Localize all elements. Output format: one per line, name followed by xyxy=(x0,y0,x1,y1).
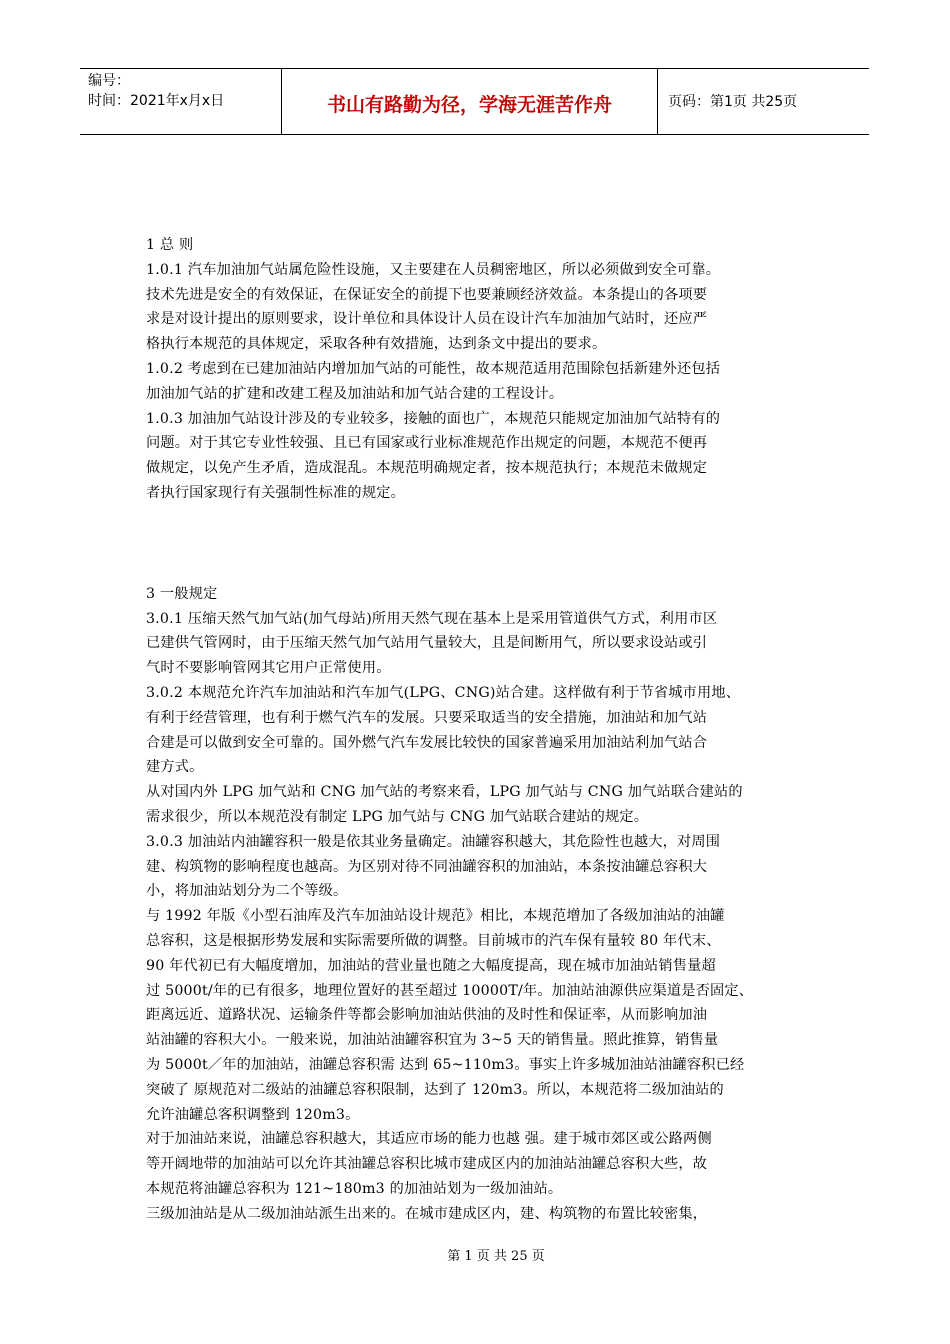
paragraph-line: 总容积，这是根据形势发展和实际需要所做的调整。目前城市的汽车保有量较 80 年代末、 xyxy=(146,932,721,949)
document-body xyxy=(146,233,814,1226)
paragraph-line: 需求很少，所以本规范没有制定 LPG 加气站与 CNG 加气站联合建站的规定。 xyxy=(146,808,649,825)
paragraph-line: 3.0.1 压缩天然气加气站(加气母站)所用天然气现在基本上是采用管道供气方式，利用市区 xyxy=(146,610,718,627)
section-3-title: 3 一般规定 xyxy=(146,585,218,602)
section-1-title: 1 总 则 xyxy=(146,237,194,253)
page-header xyxy=(80,68,869,135)
paragraph-line: 三级加油站是从二级加油站派生出来的。在城市建成区内，建、构筑物的布置比较密集， xyxy=(146,1205,708,1222)
paragraph-line: 对于加油站来说，油罐总容积越大，其适应市场的能力也越 强。建于城市郊区或公路两侧 xyxy=(146,1131,712,1148)
header-motto: 书山有路勤为径，学海无涯苦作舟 xyxy=(282,69,658,134)
paragraph-line: 建方式。 xyxy=(146,759,204,776)
header-meta xyxy=(80,69,282,134)
number-label: 编号： xyxy=(88,73,130,89)
paragraph-line: 技术先进是安全的有效保证，在保证安全的前提下也要兼顾经济效益。本条提山的各项要 xyxy=(146,286,708,303)
paragraph-line: 为 5000t／年的加油站，油罐总容积需 达到 65~110m3。事实上许多城加油站油罐容积已经 xyxy=(146,1056,745,1073)
paragraph-line: 本规范将油罐总容积为 121~180m3 的加油站划为一级加油站。 xyxy=(146,1180,563,1197)
paragraph-line: 过 5000t/年的已有很多，地理位置好的甚至超过 10000T/年。加油站油源供应渠道是否固定、 xyxy=(146,982,754,999)
paragraph-line: 3.0.3 加油站内油罐容积一般是依其业务量确定。油罐容积越大，其危险性也越大，对周围 xyxy=(146,833,721,850)
paragraph-line: 允许油罐总客积调整到 120m3。 xyxy=(146,1106,360,1123)
paragraph-line: 90 年代初已有大幅度增加，加油站的营业量也随之大幅度提高，现在城市加油站销售量超 xyxy=(146,957,716,974)
paragraph-line: 格执行本规范的具体规定，采取各种有效措施，达到条文中提出的要求。 xyxy=(146,336,607,353)
paragraph-line: 做规定，以免产生矛盾，造成混乱。本规范明确规定者，按本规范执行；本规范未做规定 xyxy=(146,460,708,477)
paragraph-line: 已建供气管网时，由于压缩天然气加气站用气量较大，且是间断用气，所以要求设站或引 xyxy=(146,635,708,652)
page-footer: 第 1 页 共 25 页 xyxy=(447,1249,545,1264)
paragraph-line: 1.0.2 考虑到在已建加油站内增加加气站的可能性，故本规范适用范围除包括新建外还包括 xyxy=(146,360,721,377)
paragraph-line: 者执行国家现行有关强制性标准的规定。 xyxy=(146,484,405,501)
paragraph-line: 与 1992 年版《小型石油库及汽车加油站设计规范》相比，本规范增加了各级加油站的油罐 xyxy=(146,908,725,925)
paragraph-line: 站油罐的容积大小。一般来说，加油站油罐容积宜为 3~5 天的销售量。照此推算，销售量 xyxy=(146,1032,719,1049)
paragraph-line: 等开阔地带的加油站可以允许其油罐总容积比城市建成区内的加油站油罐总容积大些，故 xyxy=(146,1156,708,1173)
paragraph-line: 1.0.3 加油加气站设计涉及的专业较多，接触的面也广，本规范只能规定加油加气站特有的 xyxy=(146,410,721,427)
paragraph-line: 问题。对于其它专业性较强、且已有国家或行业标准规范作出规定的问题，本规范不便再 xyxy=(146,435,708,452)
paragraph-line: 气时不要影响管网其它用户正常使用。 xyxy=(146,660,391,677)
paragraph-line: 距离远近、道路状况、运输条件等都会影响加油站供油的及时性和保证率，从而影响加油 xyxy=(146,1007,708,1024)
section-spacer xyxy=(146,506,814,582)
paragraph-line: 合建是可以做到安全可靠的。国外燃气汽车发展比较快的国家普遍采用加油站利加气站合 xyxy=(146,734,708,751)
header-page-info: 页码：第1页 共25页 xyxy=(668,93,798,110)
paragraph-line: 建、构筑物的影响程度也越高。为区别对待不同油罐容积的加油站，本条按油罐总容积大 xyxy=(146,858,708,875)
paragraph-line: 从对国内外 LPG 加气站和 CNG 加气站的考察来看，LPG 加气站与 CNG 加气站联合建站的 xyxy=(146,784,743,801)
time-label: 时间：2021年x月x日 xyxy=(88,93,225,109)
paragraph-line: 有利于经营管理，也有利于燃气汽车的发展。只要采取适当的安全措施，加油站和加气站 xyxy=(146,709,708,726)
paragraph-line: 求是对设计提出的原则要求，设计单位和具体设计人员在设计汽车加油加气站时，还应严 xyxy=(146,311,708,328)
paragraph-line: 3.0.2 本规范允许汽车加油站和汽车加气(LPG、CNG)站合建。这样做有利于节省城市用地、 xyxy=(146,684,741,701)
paragraph-line: 突破了 原规范对二级站的油罐总容积限制，达到了 120m3。所以，本规范将二级加油站的 xyxy=(146,1081,724,1098)
paragraph-line: 1.0.1 汽车加油加气站属危险性设施，又主要建在人员稠密地区，所以必须做到安全可靠。 xyxy=(146,261,721,278)
paragraph-line: 小，将加油站划分为二个等级。 xyxy=(146,883,348,900)
paragraph-line: 加油加气站的扩建和改建工程及加油站和加气站合建的工程设计。 xyxy=(146,385,564,402)
